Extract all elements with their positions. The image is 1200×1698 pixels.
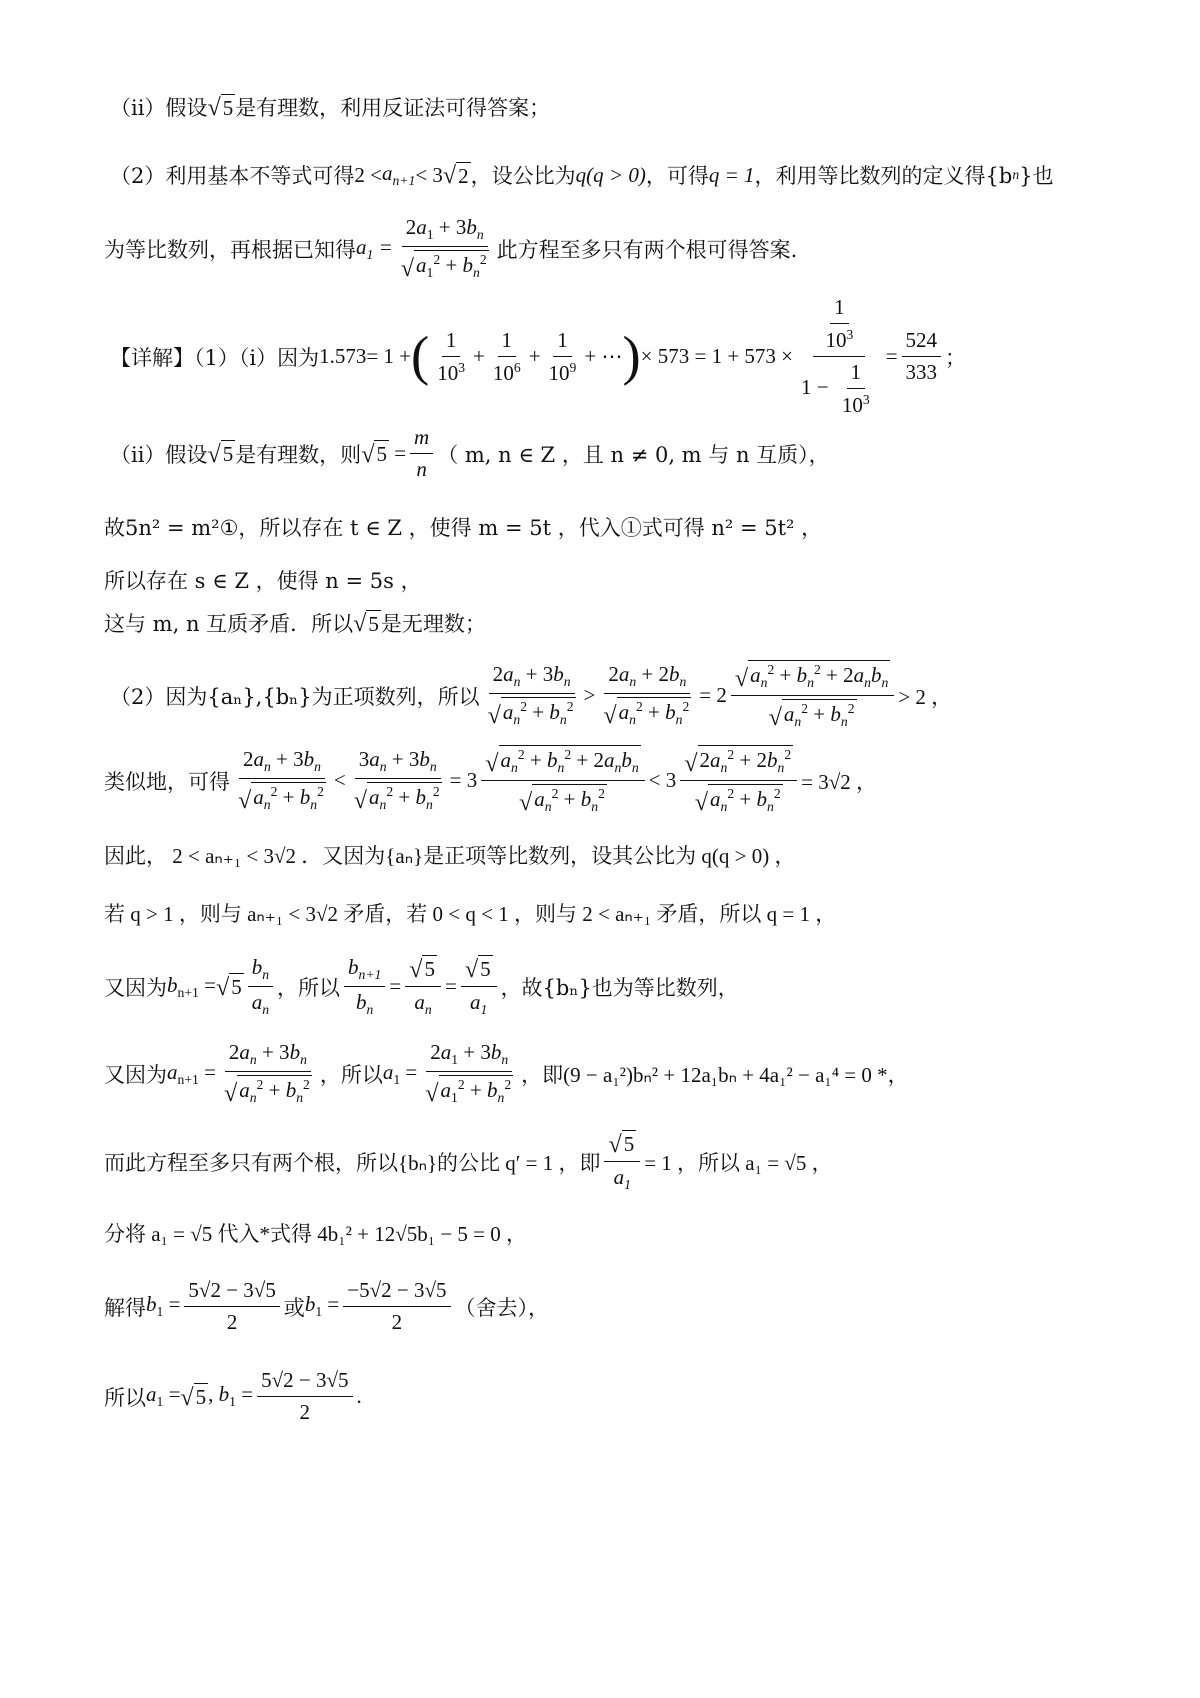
l14-mid: ，所以	[319, 1062, 383, 1087]
l7-text: 所以存在 s ∈ Z ，使得 n = 5s ，	[104, 569, 422, 593]
line-15: 而此方程至多只有两个根，所以{bₙ}的公比 q′ = 1 ，即 √ 5 $a_1$ = 1 ，所以 a₁ = √5 ，	[104, 1130, 833, 1193]
l2-mid2: ，可得	[645, 164, 709, 188]
sqrt-5: √ 5	[207, 94, 234, 122]
line-4: 【详解】（1）（i）因为 1.573 = 1 + ( $\frac{1}{10^3}$ + $\frac{1}{10^6}$ + $\frac{1}{10^9}$ + ⋯ ) × 573 = 1 + 573 × $\frac{1}{10^3}$ 1 − $\frac{1}{10^3}$ = $\frac{524}{333}$ ；	[110, 295, 967, 417]
l2-ineq-a: 2 <	[354, 162, 382, 187]
l18-pre: 所以	[104, 1385, 146, 1410]
line-9: （2）因为{aₙ},{bₙ}为正项数列，所以 $2a_n + 3b_n$ √ $a_n^2 + b_n^2$ > $2a_n + 2b_n$ √ $a_n^2 + b_n^2$ = 2 √ $a_n^2 + b_n^2 + 2a_nb_n$ √ $a_n^2 + b_n^2$ > 2 ，	[110, 661, 953, 732]
l8-pre: 这与 m, n 互质矛盾．所以	[104, 612, 354, 636]
l4-geom: $\frac{1}{10^3}$ 1 − $\frac{1}{10^3}$	[801, 295, 870, 417]
l3-pre: 为等比数列，再根据已知得	[104, 237, 356, 262]
line-3	[104, 215, 797, 282]
l9-post: > 2 ，	[898, 684, 953, 709]
l3-post: 此方程至多只有两个根可得答案.	[496, 237, 798, 262]
l13-pre: 又因为	[104, 975, 167, 1000]
l10-post: = 3√2 ，	[801, 769, 878, 794]
l13-post: ，故{bₙ}也为等比数列，	[500, 975, 739, 1000]
l2-a: $a_{n+1}$	[381, 160, 416, 189]
l14-post: ，即(9 − a₁²)bₙ² + 12a₁bₙ + 4a₁² − a₁⁴ = 0 *，	[521, 1062, 909, 1087]
line-14: 又因为 $a_{n+1}$ = $2a_n + 3b_n$ √ $a_n^2 + b_n^2$ ，所以 $a_1$ = $2a_1 + 3b_n$ √ $a_1^2 + b_n^2$ ，即(9 − a₁²)bₙ² + 12a₁bₙ + 4a₁² − a₁⁴ = 0 *，	[104, 1040, 909, 1108]
l17-mid: 或	[283, 1295, 305, 1320]
l4-pre: 【详解】（1）（i）因为	[110, 345, 320, 370]
l17-post: （舍去），	[454, 1295, 549, 1320]
l1-pre: （ii）假设	[110, 96, 208, 120]
l2-post: ，利用等比数列的定义得{b	[754, 164, 1013, 188]
l18-post: .	[356, 1384, 362, 1408]
l14-pre: 又因为	[104, 1062, 167, 1087]
l5-pre: （ii）假设	[110, 442, 208, 467]
l4-eq: = 1 +	[366, 344, 412, 368]
l6-text: 故5n² = m²①，所以存在 t ∈ Z ，使得 m = 5t ，代入①式可得 n² = 5t² ，	[104, 516, 823, 540]
line-1	[110, 92, 550, 122]
l2-mid: ，设公比为	[470, 164, 576, 188]
l2-ineq-b: < 3	[415, 162, 443, 187]
line-6	[104, 512, 822, 542]
l10-pre: 类似地，可得	[104, 769, 230, 794]
l4-post: ；	[945, 345, 967, 370]
line-17: 解得 $b_1$ = $\frac{5√2 - 3√5}{2}$ 或 $b_1$ = $\frac{-5√2 - 3√5}{2}$ （舍去），	[104, 1278, 549, 1334]
l13-mid: ，所以	[277, 975, 341, 1000]
line-2: （2）利用基本不等式可得 2 < $a_{n+1}$ < 3 √ 2 ，设公比为 q (q > 0) ，可得 q = 1 ，利用等比数列的定义得{b n }也	[110, 160, 1054, 190]
l9-pre: （2）因为{aₙ},{bₙ}为正项数列，所以	[110, 684, 480, 709]
l3-frac: $2a_1 + 3b_n$ √ $a_1^2 + b_n^2$	[400, 215, 487, 283]
l2-qcond: (q > 0)	[586, 162, 646, 187]
l3-a1: $a_1$ =	[356, 234, 393, 262]
line-18: 所以 $a_1$ = √ 5 , $b_1$ = $\frac{5√2 - 3√5}{2}$ .	[104, 1368, 362, 1424]
line-5: （ii）假设 √ 5 是有理数，则 √ 5 = $\frac{m}{n}$ （ m, n ∈ Z ，且 n ≠ 0, m 与 n 互质），	[110, 425, 830, 481]
sqrt-2: √ 2	[442, 162, 469, 190]
l15-pre: 而此方程至多只有两个根，所以{bₙ}的公比 q′ = 1 ，即	[104, 1150, 601, 1175]
l11-text: 因此， 2 < aₙ₊₁ < 3√2 ．又因为{aₙ}是正项等比数列，设其公比为 q(q > 0) ，	[104, 844, 796, 868]
l2-q: q	[575, 162, 587, 187]
line-13: 又因为 $b_{n+1}$ = √ 5 $\frac{b_n}{a_n}$ ，所以 $\frac{b_{n+1}}{b_n}$ = √ 5 $a_n$ = √ 5 $a_1$ ，故{bₙ}也为等比数列，	[104, 955, 739, 1018]
line-16	[104, 1218, 527, 1248]
l5-cond: （ m, n ∈ Z ，且 n ≠ 0, m 与 n 互质），	[437, 442, 830, 467]
l8-post: 是无理数；	[380, 612, 486, 636]
l4-eq2: =	[885, 344, 898, 368]
l2-q1: q = 1	[708, 162, 755, 187]
l4-mid: × 573 = 1 + 573 ×	[640, 344, 794, 368]
l12-text: 若 q > 1 ，则与 aₙ₊₁ < 3√2 矛盾，若 0 < q < 1 ，则与 2 < aₙ₊₁ 矛盾，所以 q = 1 ，	[104, 902, 837, 926]
line-12	[104, 898, 836, 928]
l17-pre: 解得	[104, 1295, 146, 1320]
line-10: 类似地，可得 $2a_n + 3b_n$ √ $a_n^2 + b_n^2$ < $3a_n + 3b_n$ √ $a_n^2 + b_n^2$ = 3 √ $a_n^2 + b_n^2 + 2a_nb_n$ √ $a_n^2 + b_n^2$ < 3 √ $2a_n^2 + 2b_n^2$ √ $a_n^2 + b_n^2$ = 3√2 ，	[104, 746, 878, 817]
line-11	[104, 840, 795, 870]
l2-pre: （2）利用基本不等式可得	[110, 164, 355, 188]
l4-val: 1.573	[319, 344, 367, 368]
l15-post: = 1 ，所以 a₁ = √5 ，	[644, 1150, 833, 1175]
line-8: 这与 m, n 互质矛盾．所以 √ 5 是无理数；	[104, 608, 486, 638]
l4-result: $\frac{524}{333}$	[902, 328, 942, 385]
l16-text: 分将 a₁ = √5 代入*式得 4b₁² + 12√5b₁ − 5 = 0 ，	[104, 1222, 528, 1246]
l1-post: 是有理数，利用反证法可得答案；	[235, 96, 551, 120]
l2-post2: }也	[1019, 164, 1054, 188]
line-7	[104, 565, 422, 595]
l5-mid: 是有理数，则	[235, 442, 362, 467]
